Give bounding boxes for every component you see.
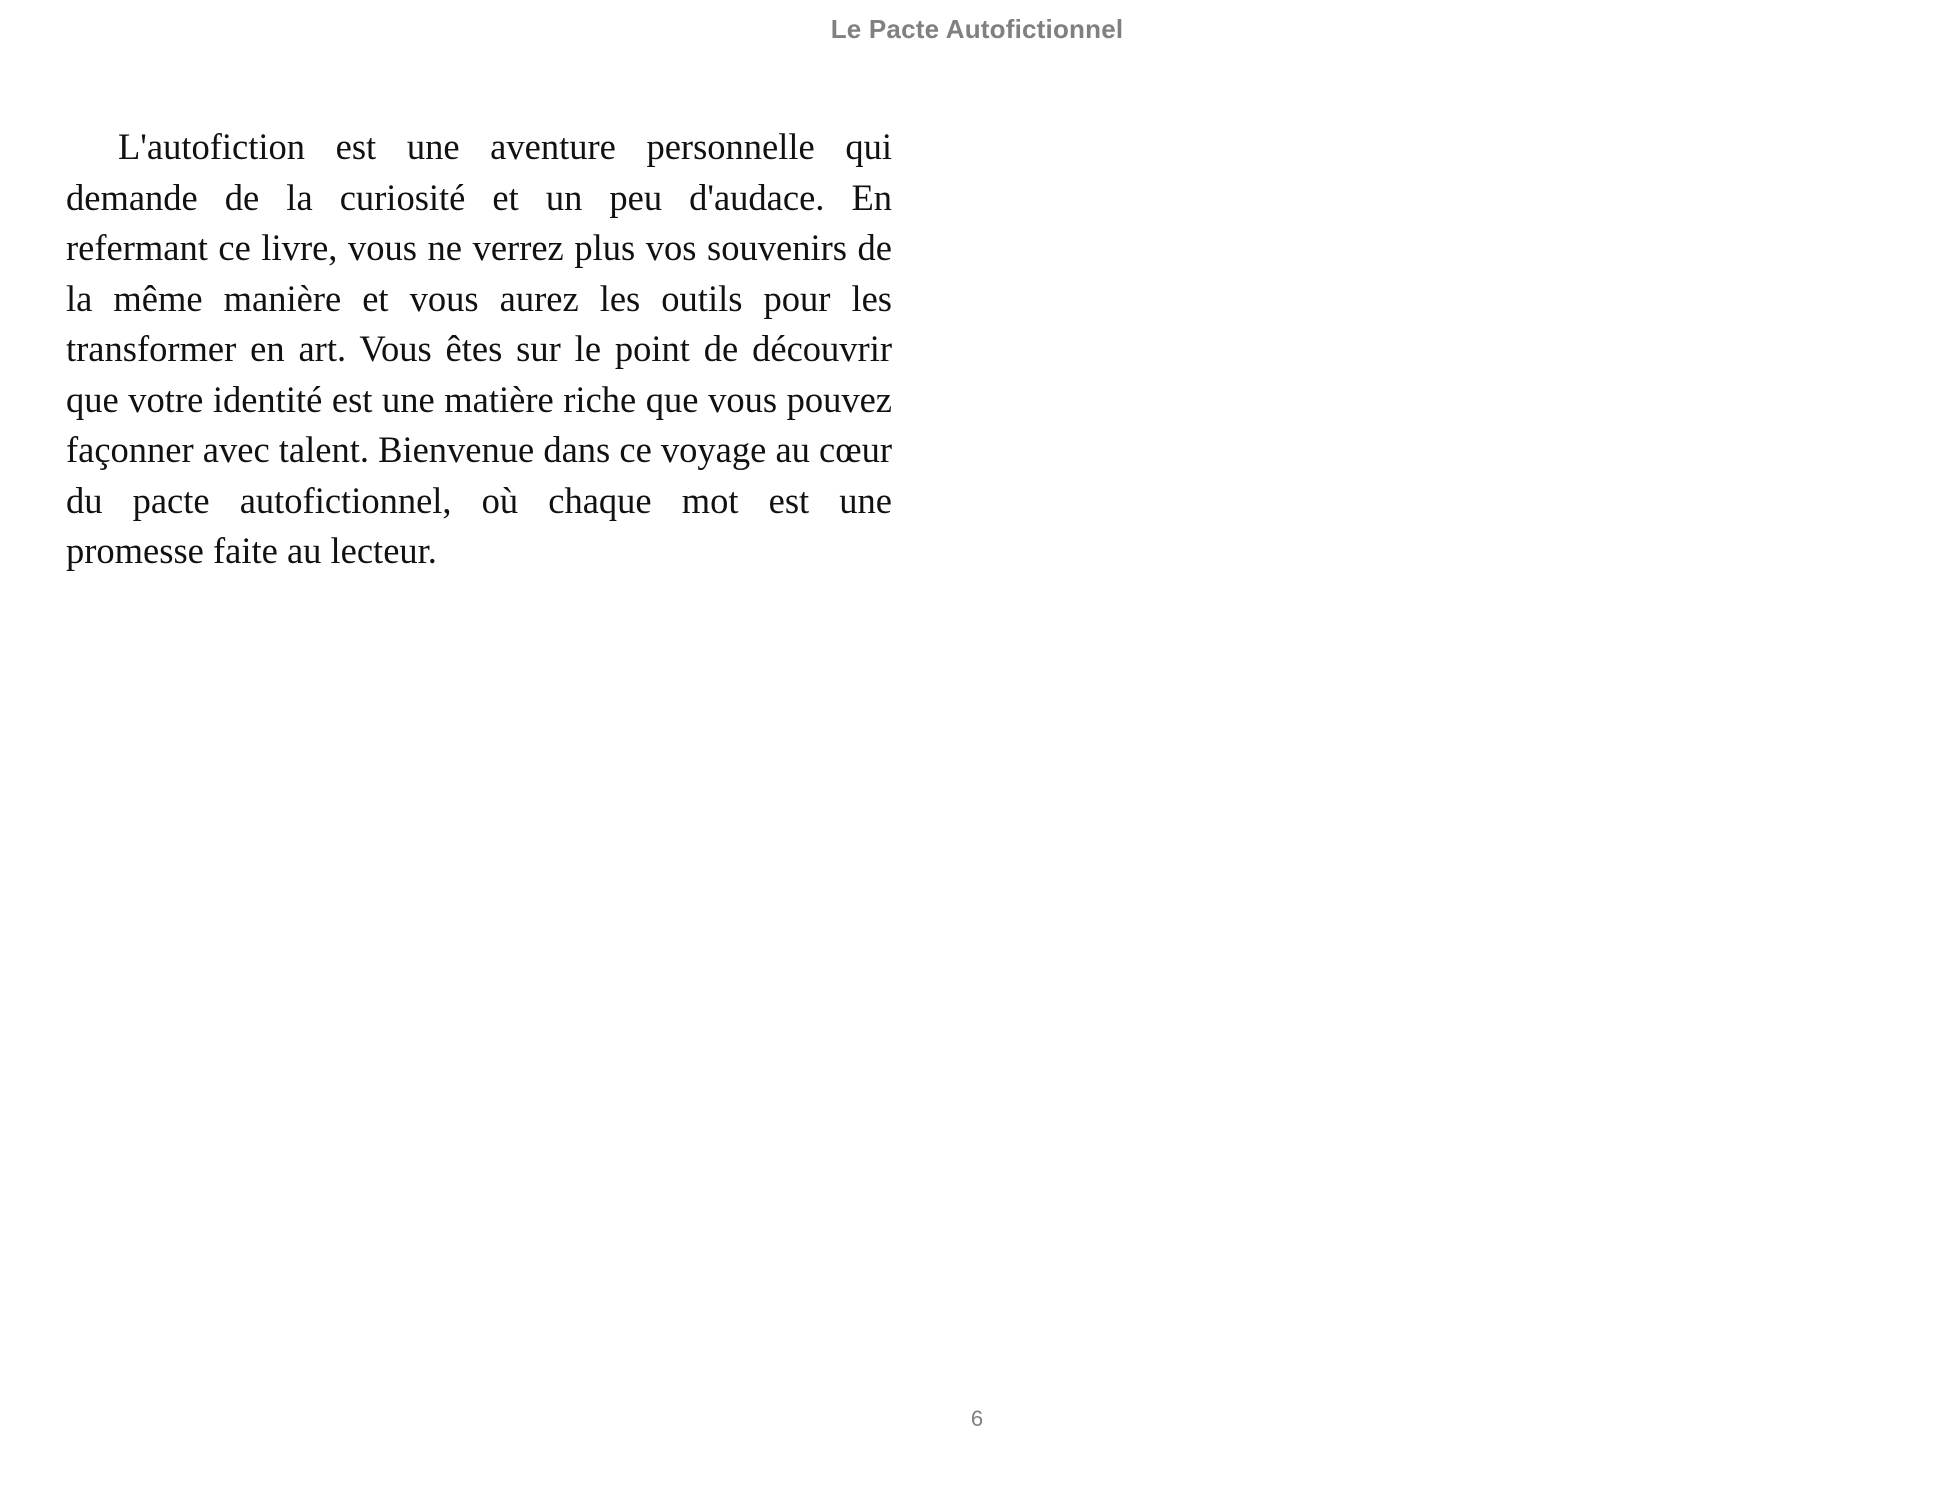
page-text-column: [66, 122, 892, 577]
running-header-title: Le Pacte Autofictionnel: [830, 14, 1124, 44]
page-number: 6: [970, 1406, 984, 1431]
body-paragraph: L'autofiction est une aventure personnelle qui demande de la curiosité et un peu d'audace. En refermant ce livre, vous ne verrez plus vos souvenirs de la même manière et vous aurez les outils pour les transformer en art. Vous êtes sur le point de découvrir que votre identité est une matière riche que vous pouvez façonner avec talent. Bienvenue dans ce voyage au cœur du pacte autofictionnel, où chaque mot est une promesse faite au lecteur.: [66, 126, 892, 571]
